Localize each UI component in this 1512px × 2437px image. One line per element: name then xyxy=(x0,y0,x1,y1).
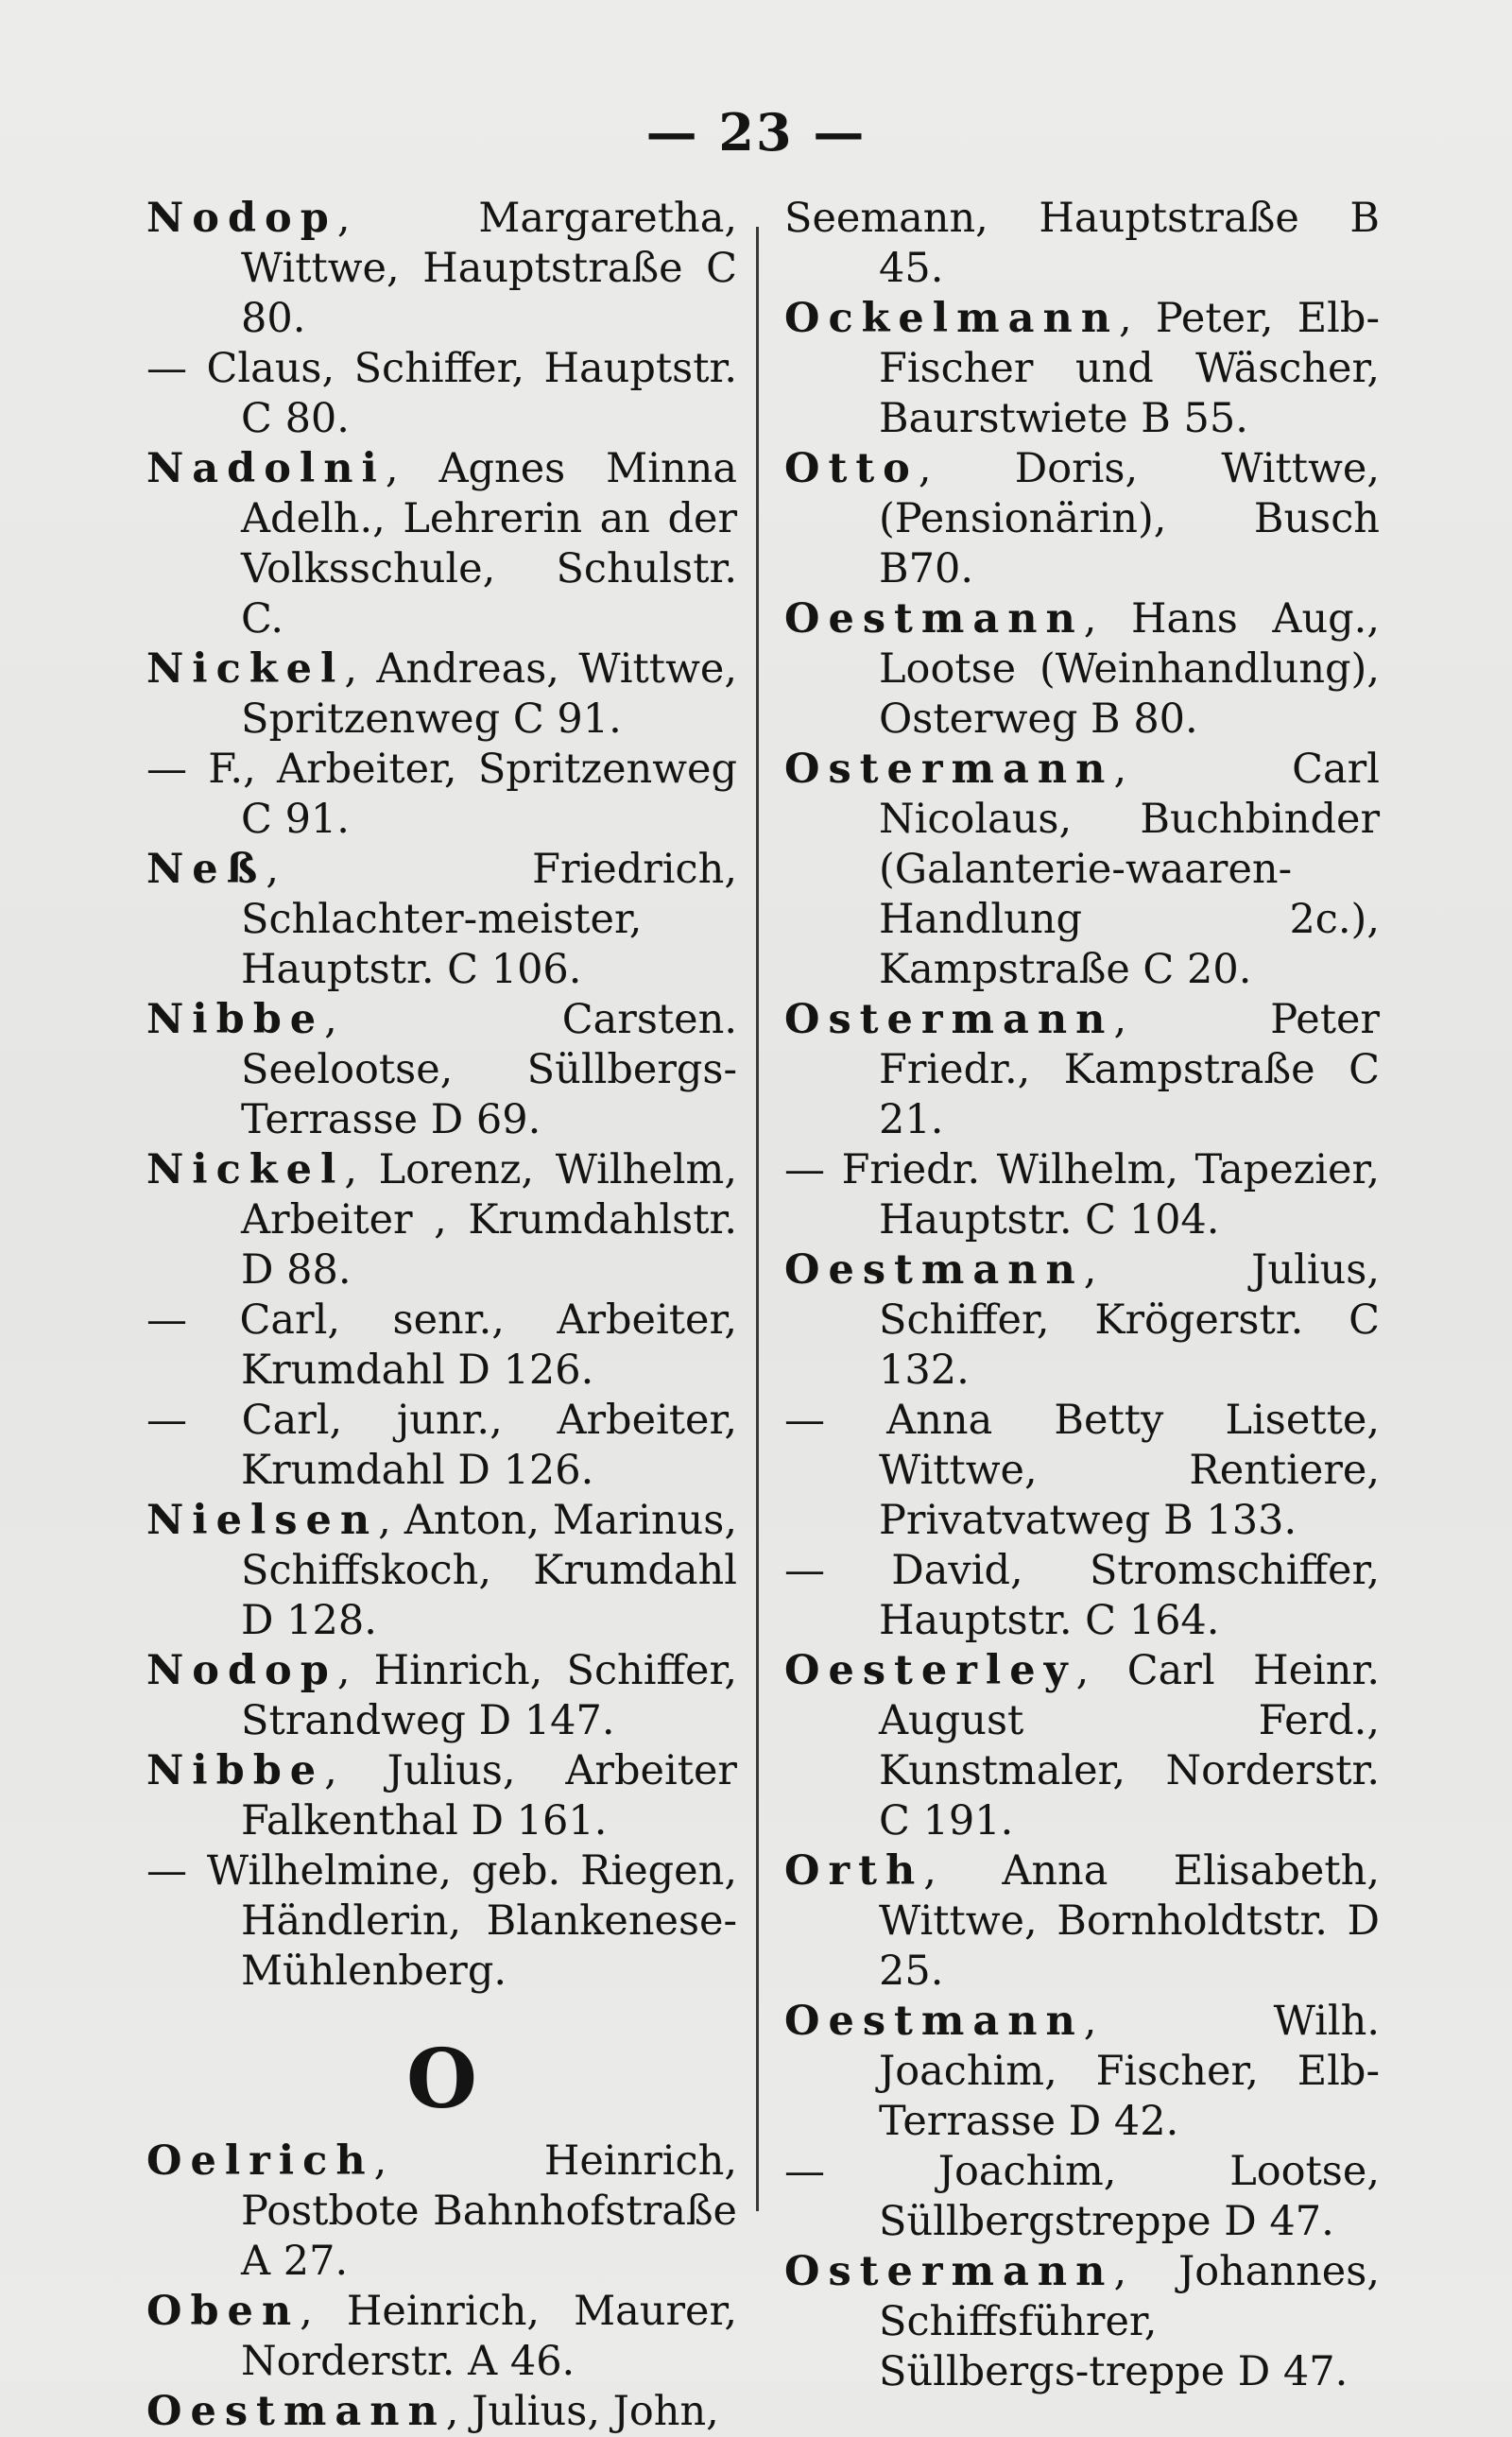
entry-details: F., Arbeiter, Spritzenweg C 91. xyxy=(187,746,737,843)
directory-entry xyxy=(146,1296,737,1396)
entry-details: Seemann, Hauptstraße B 45. xyxy=(784,195,1380,292)
directory-entry xyxy=(146,1496,737,1646)
entry-details: , Hans Aug., Lootse (Weinhandlung), Osterweg B 80. xyxy=(879,595,1380,743)
entry-surname: Orth xyxy=(784,1847,924,1895)
entry-surname: — xyxy=(146,345,187,392)
entry-surname: — xyxy=(146,746,187,793)
entry-surname: — xyxy=(146,1296,187,1344)
entry-surname: Nodop xyxy=(146,195,337,242)
entry-surname: Oesterley xyxy=(784,1647,1076,1694)
directory-entry xyxy=(784,444,1380,594)
entry-surname: Oben xyxy=(146,2288,301,2335)
entry-details: , Anton, Marinus, Schiffskoch, Krumdahl D 128. xyxy=(241,1497,737,1644)
entry-details: Anna Betty Lisette, Wittwe, Rentiere, Privatvatweg B 133. xyxy=(825,1397,1380,1544)
directory-entry xyxy=(146,1646,737,1746)
entry-surname: Neß xyxy=(146,846,266,893)
directory-entry xyxy=(784,1245,1380,1396)
entry-details: Friedr. Wilhelm, Tapezier, Hauptstr. C 104. xyxy=(825,1146,1380,1244)
entry-details: , Margaretha, Wittwe, Hauptstraße C 80. xyxy=(241,195,737,342)
directory-entry xyxy=(784,194,1380,294)
entry-details: Claus, Schiffer, Hauptstr. C 80. xyxy=(187,345,737,442)
entry-surname: Nielsen xyxy=(146,1497,379,1544)
entry-surname: — xyxy=(784,1397,825,1444)
entry-details: , Andreas, Wittwe, Spritzenweg C 91. xyxy=(241,645,737,743)
directory-entry xyxy=(784,1546,1380,1646)
entry-surname: Oestmann xyxy=(784,1246,1084,1294)
directory-entry xyxy=(146,2137,737,2287)
entry-surname: — xyxy=(784,2148,825,2195)
entry-surname: Nibbe xyxy=(146,996,325,1043)
entry-surname: Nadolni xyxy=(146,445,386,492)
directory-entry xyxy=(784,2147,1380,2247)
entry-surname: Ostermann xyxy=(784,996,1114,1043)
entry-surname: Ostermann xyxy=(784,746,1114,793)
directory-entry xyxy=(146,995,737,1145)
entry-details: Joachim, Lootse, Süllbergstreppe D 47. xyxy=(825,2148,1380,2245)
entry-surname: Oestmann xyxy=(784,595,1084,643)
entry-details: , Carl Heinr. August Ferd., Kunstmaler, Norderstr. C 191. xyxy=(879,1647,1380,1845)
entry-surname: Otto xyxy=(784,445,919,492)
directory-entry xyxy=(146,1746,737,1846)
right-column xyxy=(784,194,1380,2397)
entry-surname: Nickel xyxy=(146,645,345,693)
directory-entry xyxy=(146,644,737,745)
entry-details: , Wilh. Joachim, Fischer, Elb-Terrasse D 42. xyxy=(879,1998,1380,2145)
directory-entry xyxy=(784,294,1380,444)
directory-entry xyxy=(784,1997,1380,2147)
directory-entry xyxy=(146,745,737,845)
entry-details: , Julius, Arbeiter Falkenthal D 161. xyxy=(241,1747,737,1845)
entry-surname: Nickel xyxy=(146,1146,345,1193)
right-entries-o xyxy=(784,194,1380,2397)
left-entries-n xyxy=(146,194,737,1997)
entry-details: , Heinrich, Maurer, Norderstr. A 46. xyxy=(241,2288,737,2385)
directory-entry xyxy=(784,745,1380,995)
entry-details: , Anna Elisabeth, Wittwe, Bornholdtstr. D 25. xyxy=(879,1847,1380,1995)
entry-surname: Oelrich xyxy=(146,2137,374,2185)
directory-entry xyxy=(784,2247,1380,2397)
section-letter-o: O xyxy=(406,2032,477,2127)
entry-details: , Lorenz, Wilhelm, Arbeiter , Krumdahlstr. D 88. xyxy=(241,1146,737,1294)
entry-details: , Doris, Wittwe, (Pensionärin), Busch B70. xyxy=(879,445,1380,592)
directory-entry xyxy=(784,594,1380,745)
entry-details: Wilhelmine, geb. Riegen, Händlerin, Blankenese-Mühlenberg. xyxy=(187,1847,737,1995)
entry-details: , Peter Friedr., Kampstraße C 21. xyxy=(879,996,1380,1143)
directory-entry xyxy=(784,995,1380,1145)
entry-surname: Ostermann xyxy=(784,2248,1114,2295)
directory-entry xyxy=(146,2287,737,2387)
entry-details: David, Stromschiffer, Hauptstr. C 164. xyxy=(825,1547,1380,1644)
entry-details: Carl, junr., Arbeiter, Krumdahl D 126. xyxy=(187,1397,737,1494)
left-column xyxy=(146,194,737,2437)
directory-entry xyxy=(146,1145,737,1296)
entry-surname: — xyxy=(146,1847,187,1895)
entry-details: , Heinrich, Postbote Bahnhofstraße A 27. xyxy=(241,2137,737,2285)
entry-details: , Julius, John, xyxy=(445,2388,719,2435)
entry-details: , Friedrich, Schlachter-meister, Hauptstr. C 106. xyxy=(241,846,737,993)
directory-entry xyxy=(146,1396,737,1496)
entry-details: , Julius, Schiffer, Krögerstr. C 132. xyxy=(879,1246,1380,1394)
entry-surname: Oestmann xyxy=(784,1998,1084,2045)
left-entries-o xyxy=(146,2137,737,2437)
directory-entry xyxy=(784,1396,1380,1546)
directory-entry xyxy=(784,1646,1380,1846)
entry-surname: — xyxy=(784,1547,825,1594)
directory-entry xyxy=(146,1846,737,1997)
entry-details: , Hinrich, Schiffer, Strandweg D 147. xyxy=(241,1647,737,1744)
entry-details: Carl, senr., Arbeiter, Krumdahl D 126. xyxy=(187,1296,737,1394)
entry-surname: — xyxy=(146,1397,187,1444)
entry-surname: — xyxy=(784,1146,825,1193)
entry-details: , Carl Nicolaus, Buchbinder (Galanterie-waaren-Handlung 2c.), Kampstraße C 20. xyxy=(879,746,1380,993)
directory-entry xyxy=(146,194,737,344)
directory-entry xyxy=(146,444,737,644)
entry-details: , Agnes Minna Adelh., Lehrerin an der Volksschule, Schulstr. C. xyxy=(241,445,737,643)
entry-surname: Ockelmann xyxy=(784,295,1120,342)
directory-entry xyxy=(784,1145,1380,1245)
directory-entry xyxy=(146,2387,737,2437)
page-number-header: — 23 — xyxy=(645,102,867,163)
entry-surname: Oestmann xyxy=(146,2388,446,2435)
directory-entry xyxy=(146,845,737,995)
entry-surname: Nibbe xyxy=(146,1747,325,1794)
entry-details: , Carsten. Seelootse, Süllbergs-Terrasse D 69. xyxy=(241,996,737,1143)
entry-details: , Peter, Elb-Fischer und Wäscher, Baurstwiete B 55. xyxy=(879,295,1380,442)
column-divider xyxy=(756,227,759,2211)
directory-entry xyxy=(146,344,737,444)
entry-details: , Johannes, Schiffsführer, Süllbergs-treppe D 47. xyxy=(879,2248,1380,2395)
directory-entry xyxy=(784,1846,1380,1997)
entry-surname: Nodop xyxy=(146,1647,337,1694)
